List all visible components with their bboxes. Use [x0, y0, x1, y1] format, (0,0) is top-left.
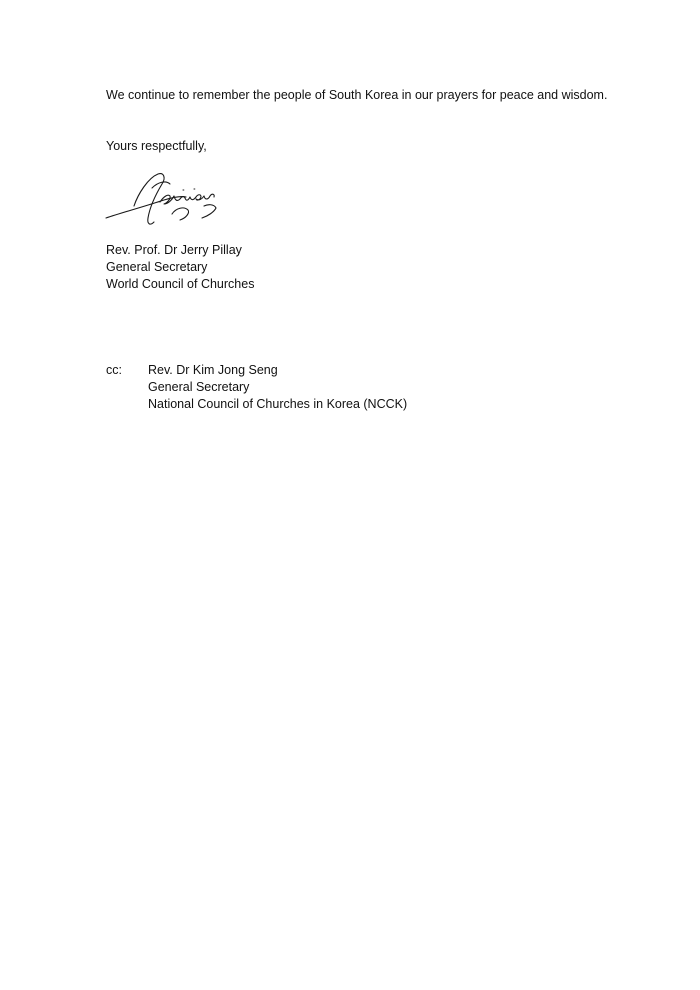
cc-recipient-title: General Secretary [148, 380, 250, 394]
signatory-block [106, 242, 254, 293]
signatory-name: Rev. Prof. Dr Jerry Pillay [106, 243, 242, 257]
signature-icon [104, 166, 224, 230]
cc-label: cc: [106, 363, 122, 377]
closing-paragraph: We continue to remember the people of South Korea in our prayers for peace and wisdom. [106, 88, 608, 102]
cc-recipient-block [148, 362, 407, 413]
signatory-organization: World Council of Churches [106, 277, 255, 291]
cc-recipient-organization: National Council of Churches in Korea (NCCK) [148, 397, 408, 411]
signatory-title: General Secretary [106, 260, 208, 274]
sign-off: Yours respectfully, [106, 139, 207, 153]
cc-recipient-name: Rev. Dr Kim Jong Seng [148, 363, 278, 377]
